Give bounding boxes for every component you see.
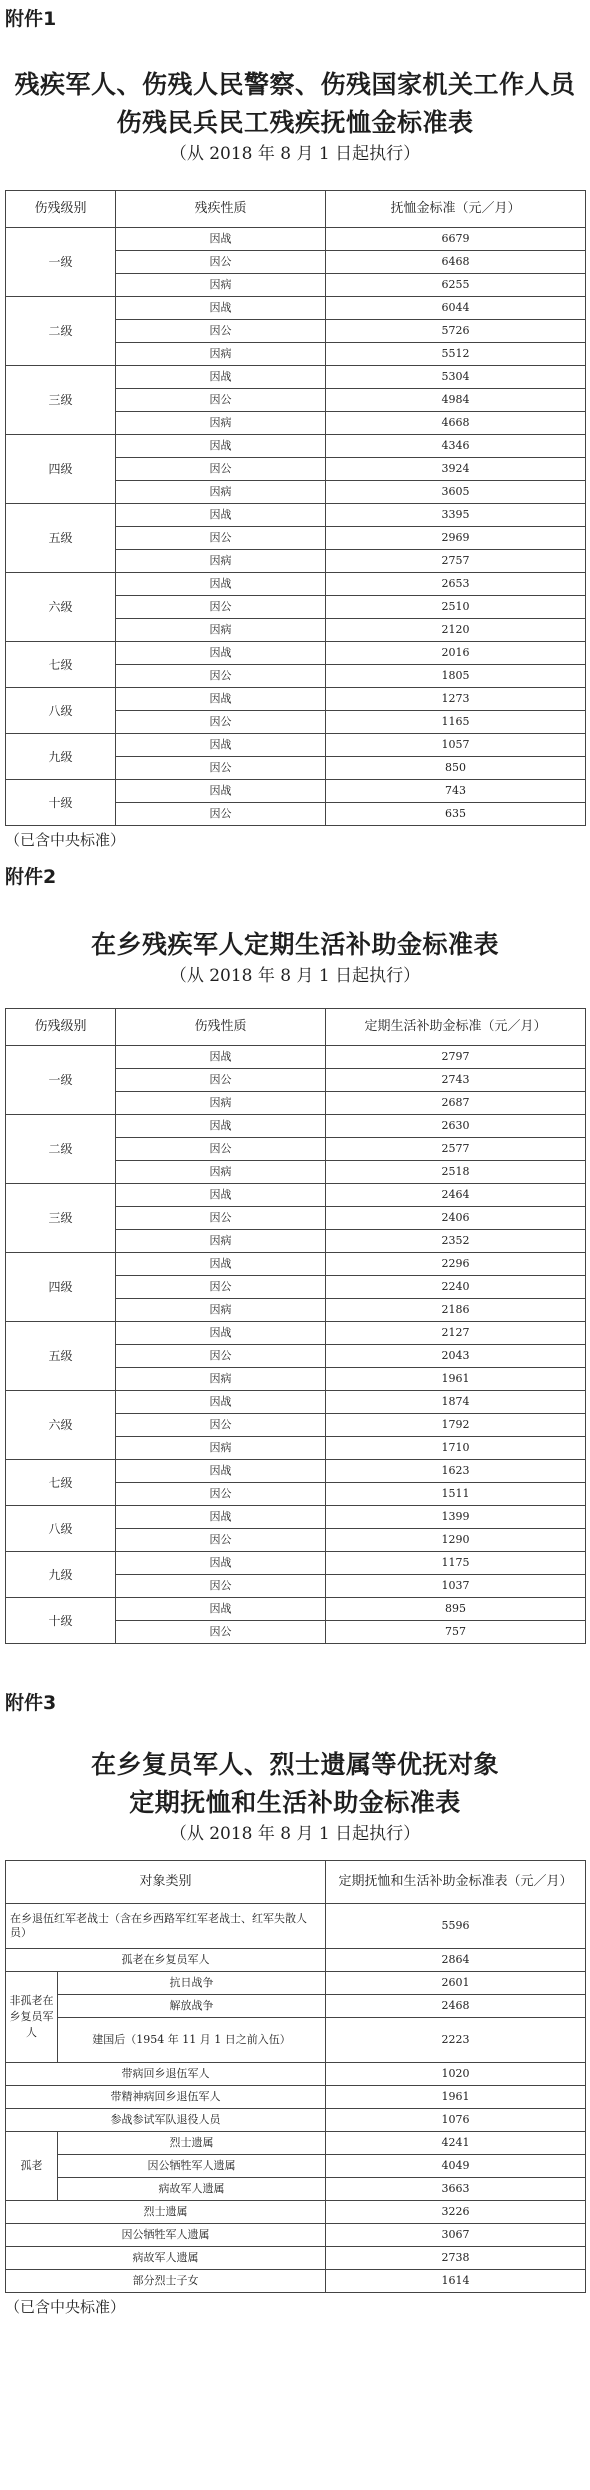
table-row (6, 2109, 586, 2132)
nature-cell: 因公 (116, 665, 326, 688)
table-row (6, 2132, 586, 2155)
attachment-1-section (5, 0, 585, 850)
grade-cell: 一级 (6, 228, 116, 297)
amount-cell: 1037 (326, 1575, 586, 1598)
header-nature: 残疾性质 (116, 191, 326, 228)
row-label: 病故军人遗属 (58, 2178, 326, 2201)
amount-cell: 2518 (326, 1161, 586, 1184)
nature-cell: 因战 (116, 1046, 326, 1069)
nature-cell: 因公 (116, 803, 326, 826)
amount-cell: 635 (326, 803, 586, 826)
row-label: 孤老在乡复员军人 (6, 1949, 326, 1972)
grade-cell: 八级 (6, 1506, 116, 1552)
table-row (6, 780, 586, 803)
header-amount: 定期生活补助金标准（元／月） (326, 1009, 586, 1046)
row-amount: 2864 (326, 1949, 586, 1972)
amount-cell: 2743 (326, 1069, 586, 1092)
nature-cell: 因病 (116, 1230, 326, 1253)
nature-cell: 因病 (116, 1368, 326, 1391)
nature-cell: 因战 (116, 688, 326, 711)
table-row (6, 2155, 586, 2178)
row-label: 烈士遗属 (6, 2201, 326, 2224)
row-label: 病故军人遗属 (6, 2247, 326, 2270)
table-row (6, 1460, 586, 1483)
row-amount: 4049 (326, 2155, 586, 2178)
row-amount: 5596 (326, 1904, 586, 1949)
row-amount: 2468 (326, 1995, 586, 2018)
nature-cell: 因病 (116, 1161, 326, 1184)
grade-cell: 九级 (6, 1552, 116, 1598)
amount-cell: 2630 (326, 1115, 586, 1138)
attachment-3-label: 附件3 (5, 1692, 57, 1714)
table-row (6, 1949, 586, 1972)
attachment-1-table-body (6, 228, 586, 826)
nature-cell: 因公 (116, 389, 326, 412)
grade-cell: 六级 (6, 1391, 116, 1460)
attachment-2-label: 附件2 (5, 866, 57, 888)
row-label: 部分烈士子女 (6, 2270, 326, 2293)
attachment-2-title: 在乡残疾军人定期生活补助金标准表 (90, 930, 499, 959)
amount-cell: 2653 (326, 573, 586, 596)
row-amount: 1076 (326, 2109, 586, 2132)
grade-cell: 四级 (6, 1253, 116, 1322)
nature-cell: 因战 (116, 1253, 326, 1276)
amount-cell: 6044 (326, 297, 586, 320)
table-row (6, 1506, 586, 1529)
table-row (6, 573, 586, 596)
nature-cell: 因病 (116, 1092, 326, 1115)
nature-cell: 因病 (116, 343, 326, 366)
table-row (6, 1995, 586, 2018)
amount-cell: 3924 (326, 458, 586, 481)
table-row (6, 366, 586, 389)
nature-cell: 因公 (116, 1575, 326, 1598)
table-row (6, 1552, 586, 1575)
table-row (6, 2086, 586, 2109)
row-amount: 2601 (326, 1972, 586, 1995)
row-amount: 2223 (326, 2018, 586, 2063)
amount-cell: 5512 (326, 343, 586, 366)
amount-cell: 1961 (326, 1368, 586, 1391)
amount-cell: 1792 (326, 1414, 586, 1437)
nature-cell: 因战 (116, 1115, 326, 1138)
nature-cell: 因病 (116, 1299, 326, 1322)
amount-cell: 1623 (326, 1460, 586, 1483)
amount-cell: 6468 (326, 251, 586, 274)
table-row (6, 2063, 586, 2086)
grade-cell: 八级 (6, 688, 116, 734)
table-row (6, 2018, 586, 2063)
header-nature: 伤残性质 (116, 1009, 326, 1046)
table-row (6, 2178, 586, 2201)
grade-cell: 七级 (6, 642, 116, 688)
attachment-3-title-line-2: 定期抚恤和生活补助金标准表 (129, 1788, 461, 1817)
amount-cell: 2797 (326, 1046, 586, 1069)
amount-cell: 1175 (326, 1552, 586, 1575)
table-row (6, 435, 586, 458)
amount-cell: 1273 (326, 688, 586, 711)
nature-cell: 因战 (116, 228, 326, 251)
amount-cell: 1511 (326, 1483, 586, 1506)
amount-cell: 850 (326, 757, 586, 780)
group-label-lonely: 孤老 (6, 2132, 58, 2201)
nature-cell: 因战 (116, 642, 326, 665)
nature-cell: 因战 (116, 734, 326, 757)
nature-cell: 因战 (116, 1598, 326, 1621)
nature-cell: 因公 (116, 1345, 326, 1368)
attachment-3-title-line-1: 在乡复员军人、烈士遗属等优抚对象 (90, 1750, 499, 1779)
table-row (6, 297, 586, 320)
grade-cell: 四级 (6, 435, 116, 504)
amount-cell: 2296 (326, 1253, 586, 1276)
amount-cell: 1710 (326, 1437, 586, 1460)
grade-cell: 三级 (6, 1184, 116, 1253)
row-label: 解放战争 (58, 1995, 326, 2018)
row-label: 建国后（1954 年 11 月 1 日之前入伍） (58, 2018, 326, 2063)
grade-cell: 二级 (6, 1115, 116, 1184)
nature-cell: 因病 (116, 1437, 326, 1460)
row-amount: 3226 (326, 2201, 586, 2224)
attachment-1-table (5, 190, 586, 826)
amount-cell: 5304 (326, 366, 586, 389)
table-row (6, 504, 586, 527)
nature-cell: 因病 (116, 481, 326, 504)
row-amount: 1020 (326, 2063, 586, 2086)
nature-cell: 因战 (116, 297, 326, 320)
table-row (6, 1904, 586, 1949)
amount-cell: 2464 (326, 1184, 586, 1207)
amount-cell: 2352 (326, 1230, 586, 1253)
row-label: 因公牺牲军人遗属 (58, 2155, 326, 2178)
amount-cell: 2687 (326, 1092, 586, 1115)
grade-cell: 十级 (6, 780, 116, 826)
grade-cell: 九级 (6, 734, 116, 780)
table-row (6, 1391, 586, 1414)
attachment-3-subtitle: （从 2018 年 8 月 1 日起执行） (169, 1824, 421, 1844)
table-row (6, 688, 586, 711)
nature-cell: 因战 (116, 1322, 326, 1345)
nature-cell: 因公 (116, 458, 326, 481)
row-amount: 3663 (326, 2178, 586, 2201)
nature-cell: 因公 (116, 251, 326, 274)
row-label: 参战参试军队退役人员 (6, 2109, 326, 2132)
nature-cell: 因公 (116, 1621, 326, 1644)
table-row (6, 2247, 586, 2270)
nature-cell: 因公 (116, 1483, 326, 1506)
nature-cell: 因战 (116, 1506, 326, 1529)
amount-cell: 2577 (326, 1138, 586, 1161)
grade-cell: 六级 (6, 573, 116, 642)
attachment-1-subtitle: （从 2018 年 8 月 1 日起执行） (169, 144, 421, 164)
amount-cell: 6679 (326, 228, 586, 251)
row-amount: 3067 (326, 2224, 586, 2247)
attachment-1-label: 附件1 (5, 8, 57, 30)
row-label: 带病回乡退伍军人 (6, 2063, 326, 2086)
table-row (6, 1253, 586, 1276)
nature-cell: 因战 (116, 1391, 326, 1414)
amount-cell: 3605 (326, 481, 586, 504)
amount-cell: 1165 (326, 711, 586, 734)
attachment-1-note: （已含中央标准） (5, 831, 126, 849)
table-row (6, 2270, 586, 2293)
header-grade: 伤残级别 (6, 191, 116, 228)
table-header-row (6, 1009, 586, 1046)
nature-cell: 因战 (116, 435, 326, 458)
row-label: 带精神病回乡退伍军人 (6, 2086, 326, 2109)
nature-cell: 因公 (116, 711, 326, 734)
amount-cell: 2240 (326, 1276, 586, 1299)
row-label: 因公牺牲军人遗属 (6, 2224, 326, 2247)
nature-cell: 因公 (116, 1138, 326, 1161)
row-amount: 2738 (326, 2247, 586, 2270)
nature-cell: 因公 (116, 596, 326, 619)
amount-cell: 1399 (326, 1506, 586, 1529)
table-row (6, 2201, 586, 2224)
amount-cell: 895 (326, 1598, 586, 1621)
grade-cell: 五级 (6, 1322, 116, 1391)
amount-cell: 1290 (326, 1529, 586, 1552)
row-label: 抗日战争 (58, 1972, 326, 1995)
table-row (6, 1972, 586, 1995)
header-category: 对象类别 (6, 1861, 326, 1904)
table-row (6, 1184, 586, 1207)
amount-cell: 2406 (326, 1207, 586, 1230)
attachment-1-title-line-2: 伤残民兵民工残疾抚恤金标准表 (116, 108, 474, 137)
nature-cell: 因公 (116, 527, 326, 550)
nature-cell: 因公 (116, 1207, 326, 1230)
nature-cell: 因病 (116, 412, 326, 435)
amount-cell: 2757 (326, 550, 586, 573)
table-row (6, 1115, 586, 1138)
attachment-2-subtitle: （从 2018 年 8 月 1 日起执行） (169, 966, 421, 986)
amount-cell: 4346 (326, 435, 586, 458)
table-row (6, 1598, 586, 1621)
attachment-3-section (5, 1644, 585, 2317)
attachment-3-note: （已含中央标准） (5, 2298, 126, 2316)
amount-cell: 4668 (326, 412, 586, 435)
row-label: 在乡退伍红军老战士（含在乡西路军红军老战士、红军失散人员） (6, 1904, 326, 1949)
amount-cell: 3395 (326, 504, 586, 527)
table-row (6, 734, 586, 757)
table-row (6, 1046, 586, 1069)
header-grade: 伤残级别 (6, 1009, 116, 1046)
table-row (6, 228, 586, 251)
nature-cell: 因公 (116, 757, 326, 780)
row-amount: 4241 (326, 2132, 586, 2155)
nature-cell: 因病 (116, 619, 326, 642)
nature-cell: 因战 (116, 780, 326, 803)
grade-cell: 十级 (6, 1598, 116, 1644)
nature-cell: 因公 (116, 1276, 326, 1299)
amount-cell: 2969 (326, 527, 586, 550)
attachment-3-table-body (6, 1904, 586, 2293)
attachment-2-section (5, 850, 585, 1644)
amount-cell: 1874 (326, 1391, 586, 1414)
table-row (6, 1322, 586, 1345)
nature-cell: 因公 (116, 1069, 326, 1092)
amount-cell: 2510 (326, 596, 586, 619)
amount-cell: 2120 (326, 619, 586, 642)
group-label-non-lonely: 非孤老在乡复员军人 (6, 1972, 58, 2063)
table-header-row (6, 191, 586, 228)
row-label: 烈士遗属 (58, 2132, 326, 2155)
table-row (6, 642, 586, 665)
nature-cell: 因战 (116, 366, 326, 389)
nature-cell: 因公 (116, 1414, 326, 1437)
attachment-2-table-body (6, 1046, 586, 1644)
grade-cell: 三级 (6, 366, 116, 435)
grade-cell: 七级 (6, 1460, 116, 1506)
nature-cell: 因战 (116, 1460, 326, 1483)
grade-cell: 一级 (6, 1046, 116, 1115)
table-header-row (6, 1861, 586, 1904)
header-amount: 定期抚恤和生活补助金标准表（元／月） (326, 1861, 586, 1904)
row-amount: 1961 (326, 2086, 586, 2109)
amount-cell: 757 (326, 1621, 586, 1644)
amount-cell: 1057 (326, 734, 586, 757)
amount-cell: 2186 (326, 1299, 586, 1322)
grade-cell: 五级 (6, 504, 116, 573)
nature-cell: 因战 (116, 504, 326, 527)
row-amount: 1614 (326, 2270, 586, 2293)
attachment-2-table (5, 1008, 586, 1644)
nature-cell: 因病 (116, 274, 326, 297)
amount-cell: 743 (326, 780, 586, 803)
table-row (6, 2224, 586, 2247)
amount-cell: 4984 (326, 389, 586, 412)
grade-cell: 二级 (6, 297, 116, 366)
amount-cell: 1805 (326, 665, 586, 688)
nature-cell: 因病 (116, 550, 326, 573)
nature-cell: 因公 (116, 1529, 326, 1552)
nature-cell: 因战 (116, 573, 326, 596)
amount-cell: 6255 (326, 274, 586, 297)
nature-cell: 因战 (116, 1552, 326, 1575)
amount-cell: 2127 (326, 1322, 586, 1345)
amount-cell: 5726 (326, 320, 586, 343)
header-amount: 抚恤金标准（元／月） (326, 191, 586, 228)
attachment-3-table (5, 1860, 586, 2293)
nature-cell: 因战 (116, 1184, 326, 1207)
attachment-1-title-line-1: 残疾军人、伤残人民警察、伤残国家机关工作人员 (14, 70, 576, 99)
nature-cell: 因公 (116, 320, 326, 343)
amount-cell: 2016 (326, 642, 586, 665)
amount-cell: 2043 (326, 1345, 586, 1368)
